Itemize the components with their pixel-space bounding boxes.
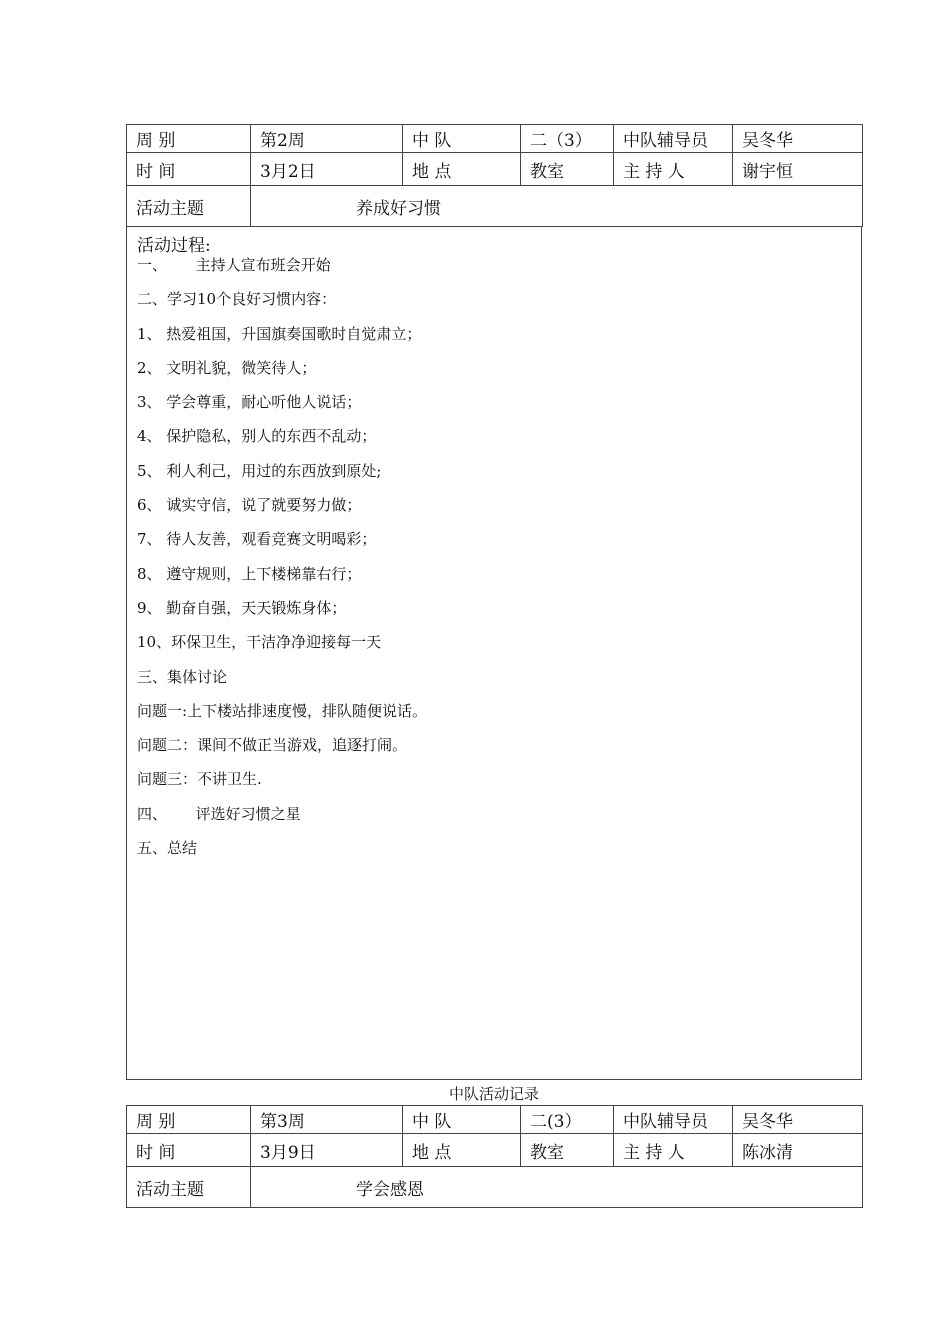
process-line: 问题三：不讲卫生. <box>137 770 262 789</box>
week-value: 第2周 <box>251 125 403 153</box>
process-line: 二、学习10个良好习惯内容： <box>137 290 337 309</box>
place-label: 地 点 <box>403 1134 521 1167</box>
time-label: 时 间 <box>127 1134 251 1167</box>
week-label: 周 别 <box>127 1106 251 1134</box>
host-label: 主 持 人 <box>614 153 733 186</box>
counselor-value: 吴冬华 <box>733 125 863 153</box>
process-line: 8、 遵守规则，上下楼梯靠右行； <box>137 564 362 583</box>
host-value: 谢宇恒 <box>733 153 863 186</box>
process-list <box>137 255 427 872</box>
process-line: 7、 待人友善，观看竞赛文明喝彩； <box>137 530 377 549</box>
week-value: 第3周 <box>251 1106 403 1134</box>
process-line: 一、 主持人宣布班会开始 <box>137 256 331 274</box>
squad-value: 二（3） <box>521 125 614 153</box>
place-label: 地 点 <box>403 153 521 186</box>
process-line: 2、 文明礼貌，微笑待人； <box>137 358 317 377</box>
place-value: 教室 <box>521 1134 614 1167</box>
process-line: 9、 勤奋自强，天天锻炼身体； <box>137 598 347 617</box>
time-value: 3月2日 <box>251 153 403 186</box>
process-line: 五、总结 <box>137 839 198 858</box>
squad-label: 中 队 <box>403 1106 521 1134</box>
process-line: 5、 利人利己，用过的东西放到原处; <box>137 461 382 480</box>
process-line: 4、 保护隐私，别人的东西不乱动； <box>137 427 377 446</box>
subject-label: 活动主题 <box>127 1167 251 1208</box>
activity-record-table-1 <box>126 124 863 227</box>
squad-label: 中 队 <box>403 125 521 153</box>
process-title: 活动过程: <box>137 236 211 256</box>
subject-value: 学会感恩 <box>251 1167 863 1208</box>
process-line: 10、环保卫生，干洁净净迎接每一天 <box>137 633 382 652</box>
process-line: 问题二：课间不做正当游戏，追逐打闹。 <box>137 736 408 755</box>
process-line: 1、 热爱祖国，升国旗奏国歌时自觉肃立； <box>137 324 422 343</box>
host-label: 主 持 人 <box>614 1134 733 1167</box>
process-line: 3、 学会尊重，耐心听他人说话； <box>137 393 362 412</box>
process-line: 三、集体讨论 <box>137 667 228 686</box>
place-value: 教室 <box>521 153 614 186</box>
activity-record-table-2 <box>126 1105 863 1208</box>
subject-value: 养成好习惯 <box>251 186 863 227</box>
squad-value: 二(3） <box>521 1106 614 1134</box>
counselor-label: 中队辅导员 <box>614 125 733 153</box>
process-line: 问题一:上下楼站排速度慢，排队随便说话。 <box>137 701 428 720</box>
counselor-value: 吴冬华 <box>733 1106 863 1134</box>
record-title: 中队活动记录 <box>448 1085 539 1103</box>
week-label: 周 别 <box>127 125 251 153</box>
time-label: 时 间 <box>127 153 251 186</box>
time-value: 3月9日 <box>251 1134 403 1167</box>
process-line: 6、 诚实守信，说了就要努力做； <box>137 496 362 515</box>
subject-label: 活动主题 <box>127 186 251 227</box>
counselor-label: 中队辅导员 <box>614 1106 733 1134</box>
process-line: 四、 评选好习惯之星 <box>137 804 301 823</box>
host-value: 陈冰清 <box>733 1134 863 1167</box>
activity-process-box <box>126 227 862 1080</box>
